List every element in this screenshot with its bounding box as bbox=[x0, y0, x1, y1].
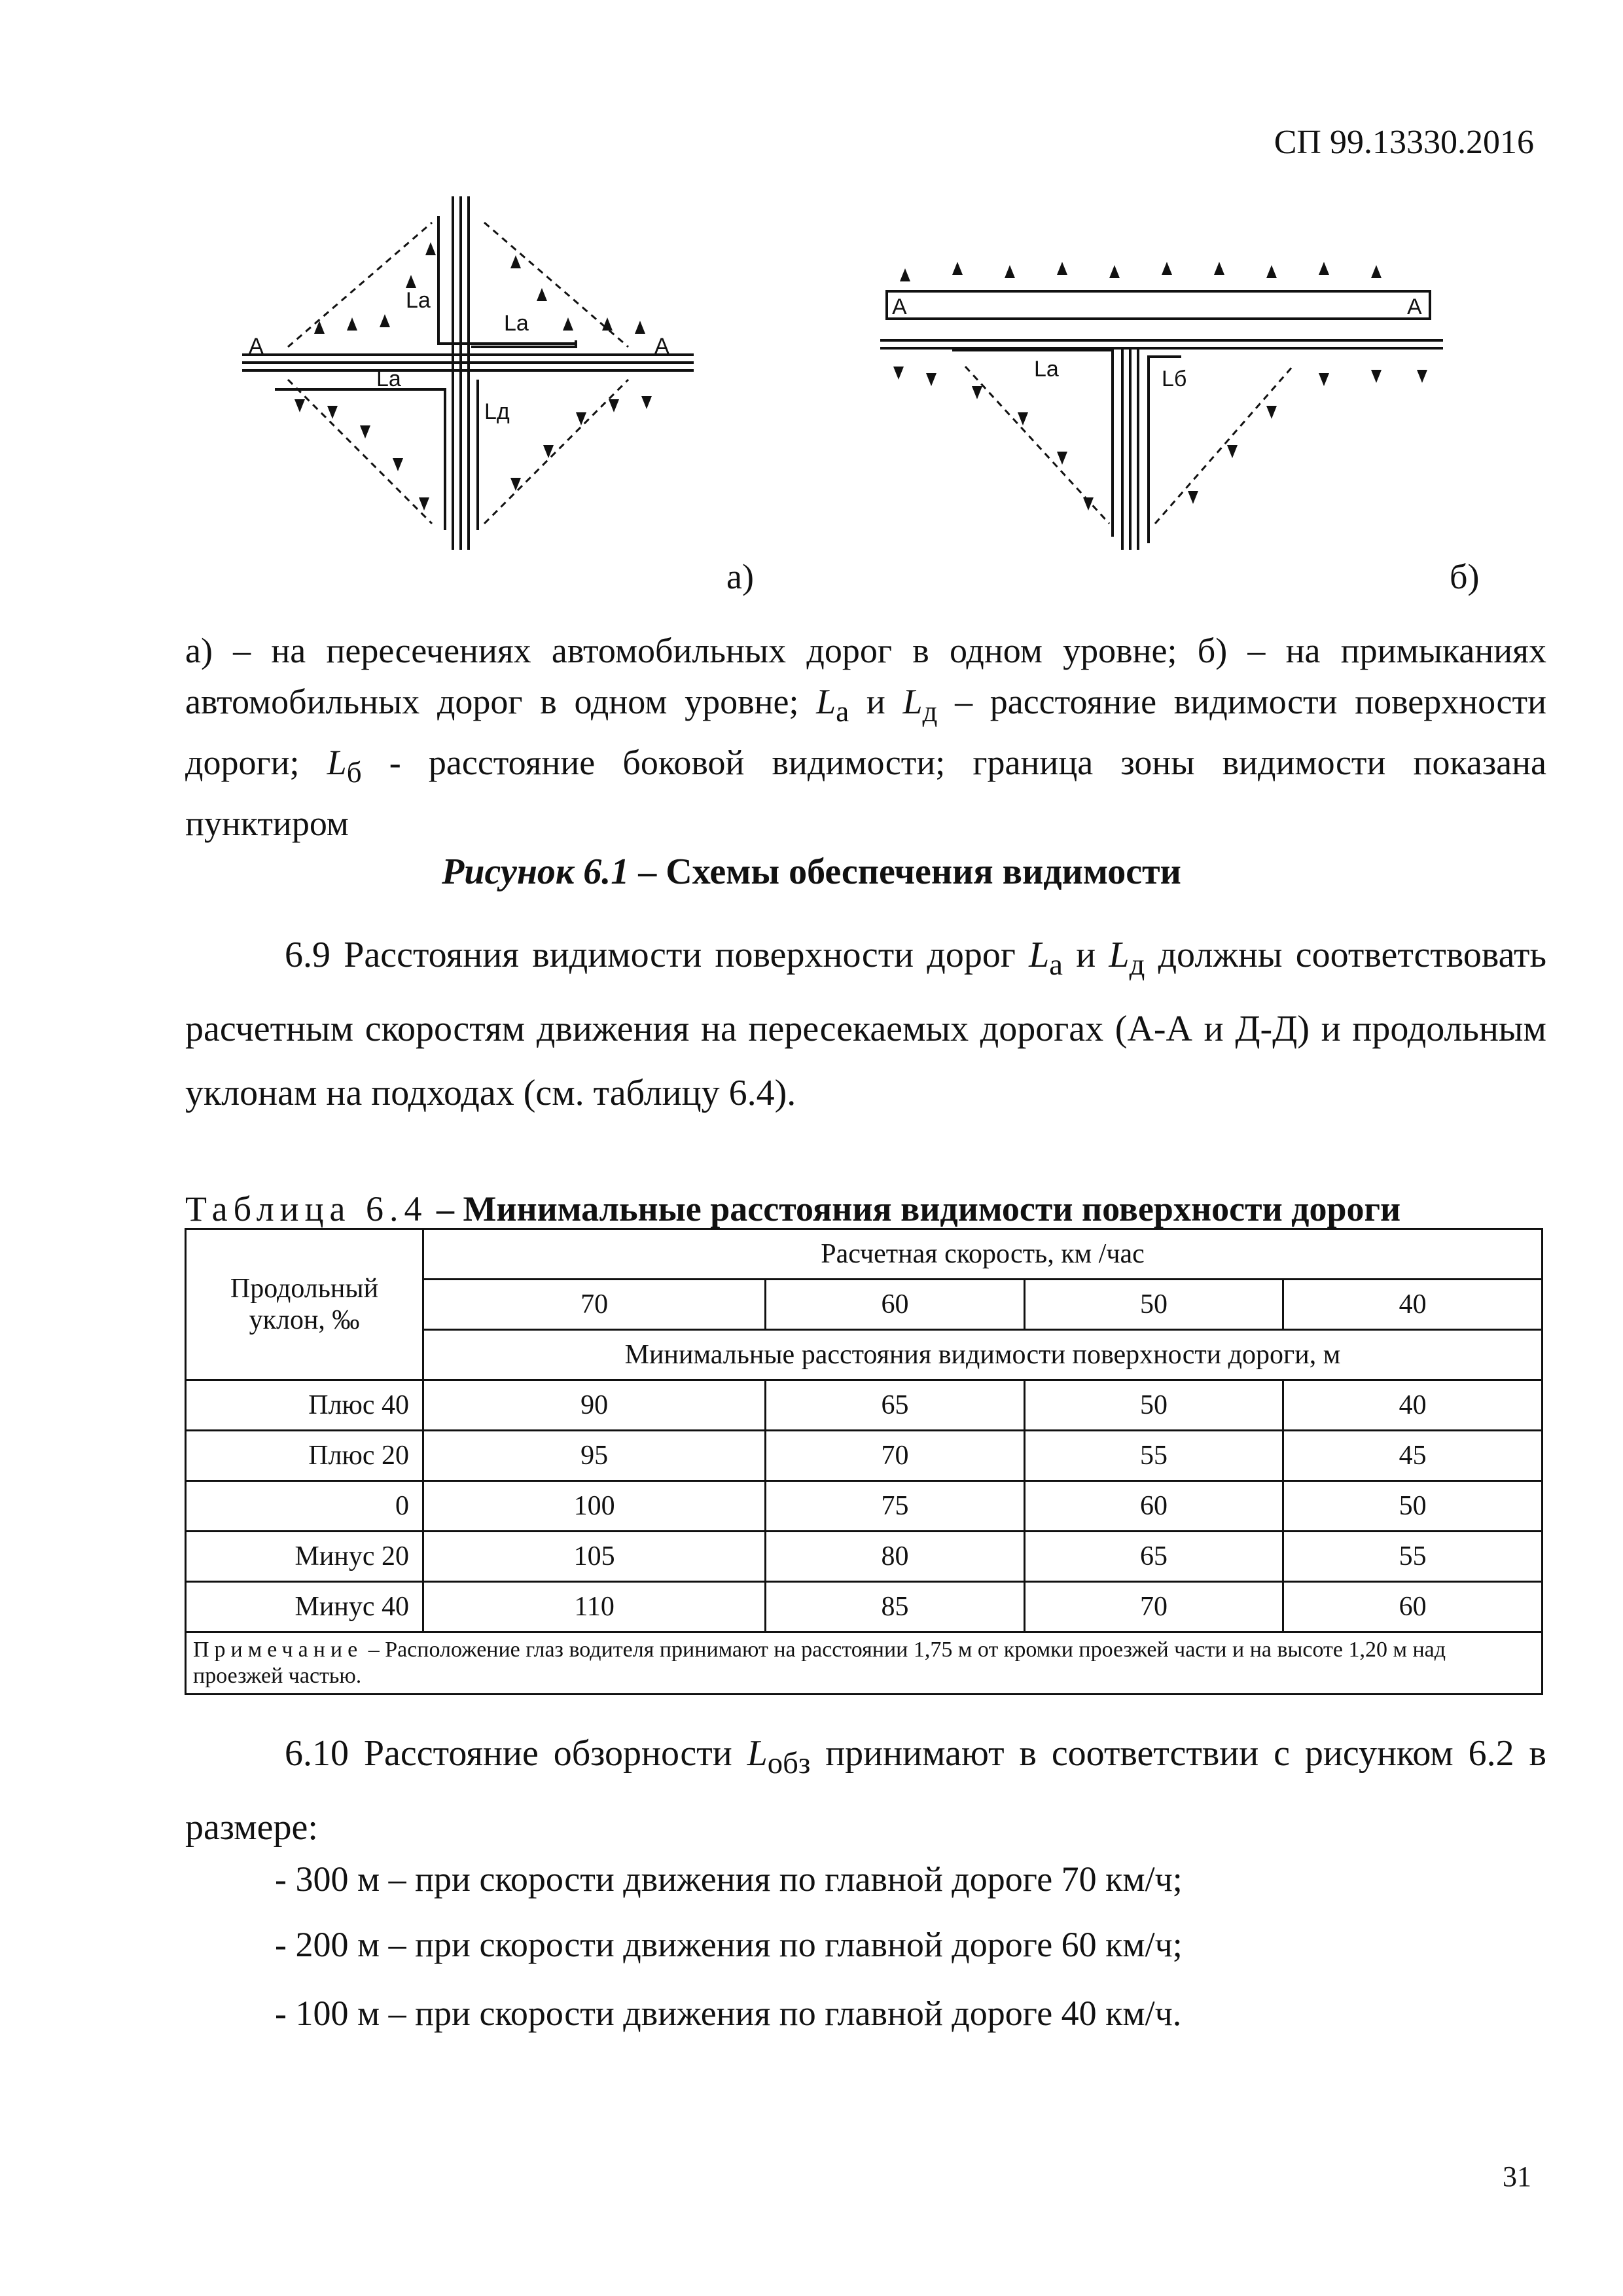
junction-point-a-right: A bbox=[1407, 295, 1422, 319]
table-title: Таблица 6.4 – Минимальные расстояния видимости поверхности дороги bbox=[185, 1189, 1401, 1229]
label-la-horizontal: Lа bbox=[504, 311, 529, 336]
figure-b-junction-diagram bbox=[874, 216, 1450, 556]
speed-cell: 50 bbox=[1024, 1280, 1283, 1330]
table-row: Плюс 20 95 70 55 45 bbox=[186, 1431, 1543, 1481]
distance-header: Минимальные расстояния видимости поверхности дороги, м bbox=[423, 1330, 1543, 1380]
speed-cell: 70 bbox=[423, 1280, 766, 1330]
figure-caption: а) – на пересечениях автомобильных дорог в одном уровне; б) – на примыканиях автомобильных дорог в одном уровне; $L_а$ и $L_д$ – расстояние видимости поверхности дороги; $L_б$ - расстояние боковой видимости; граница зоны видимости показана пунктиром bbox=[185, 631, 1546, 843]
page-number: 31 bbox=[1503, 2161, 1531, 2193]
table-row: 0 100 75 60 50 bbox=[186, 1481, 1543, 1532]
list-item: - 100 м – при скорости движения по главной дороге 40 км/ч. bbox=[275, 1994, 1182, 2033]
paragraph-6-9: 6.9 Расстояния видимости поверхности дорог $L_а$ и $L_д$ должны соответствовать расчетным скоростям движения на пересекаемых дорогах (А-А и Д-Д) и продольным уклонам на подходах (см. таблицу 6.4). bbox=[185, 935, 1547, 1114]
visibility-table bbox=[185, 1228, 1543, 1695]
label-la-vertical: Lа bbox=[406, 288, 431, 313]
speed-cell: 40 bbox=[1283, 1280, 1543, 1330]
label-ld: Lд bbox=[484, 399, 510, 424]
label-la-bottom: Lа bbox=[376, 367, 401, 391]
road-point-a-right: A bbox=[654, 334, 669, 359]
slope-header: Продольный уклон, ‰ bbox=[186, 1229, 423, 1380]
list-item: - 300 м – при скорости движения по главной дороге 70 км/ч; bbox=[275, 1859, 1183, 1899]
speed-cell: 60 bbox=[766, 1280, 1024, 1330]
figure-label-b: б) bbox=[1450, 557, 1480, 596]
speed-header: Расчетная скорость, км /час bbox=[423, 1229, 1543, 1280]
figure-a-intersection-diagram bbox=[236, 190, 707, 556]
table-row: Минус 20 105 80 65 55 bbox=[186, 1532, 1543, 1582]
figure-label-a: а) bbox=[726, 557, 754, 596]
document-code: СП 99.13330.2016 bbox=[1274, 124, 1534, 161]
list-item: - 200 м – при скорости движения по главной дороге 60 км/ч; bbox=[275, 1925, 1183, 1964]
road-point-a-left: A bbox=[249, 334, 264, 359]
table-row: Минус 40 110 85 70 60 bbox=[186, 1582, 1543, 1632]
junction-label-la: Lа bbox=[1034, 357, 1059, 382]
figure-title: Рисунок 6.1 – Схемы обеспечения видимости bbox=[442, 852, 1181, 892]
table-row: Плюс 40 90 65 50 40 bbox=[186, 1380, 1543, 1431]
table-note: Примечание – Расположение глаз водителя принимают на расстоянии 1,75 м от кромки проезжей части и на высоте 1,20 м над проезжей частью. bbox=[186, 1632, 1543, 1695]
junction-point-a-left: A bbox=[892, 295, 907, 319]
paragraph-6-10: 6.10 Расстояние обзорности $L_{обз}$ принимают в соответствии с рисунком 6.2 в размере: bbox=[185, 1733, 1546, 1848]
junction-label-lb: Lб bbox=[1162, 367, 1187, 391]
